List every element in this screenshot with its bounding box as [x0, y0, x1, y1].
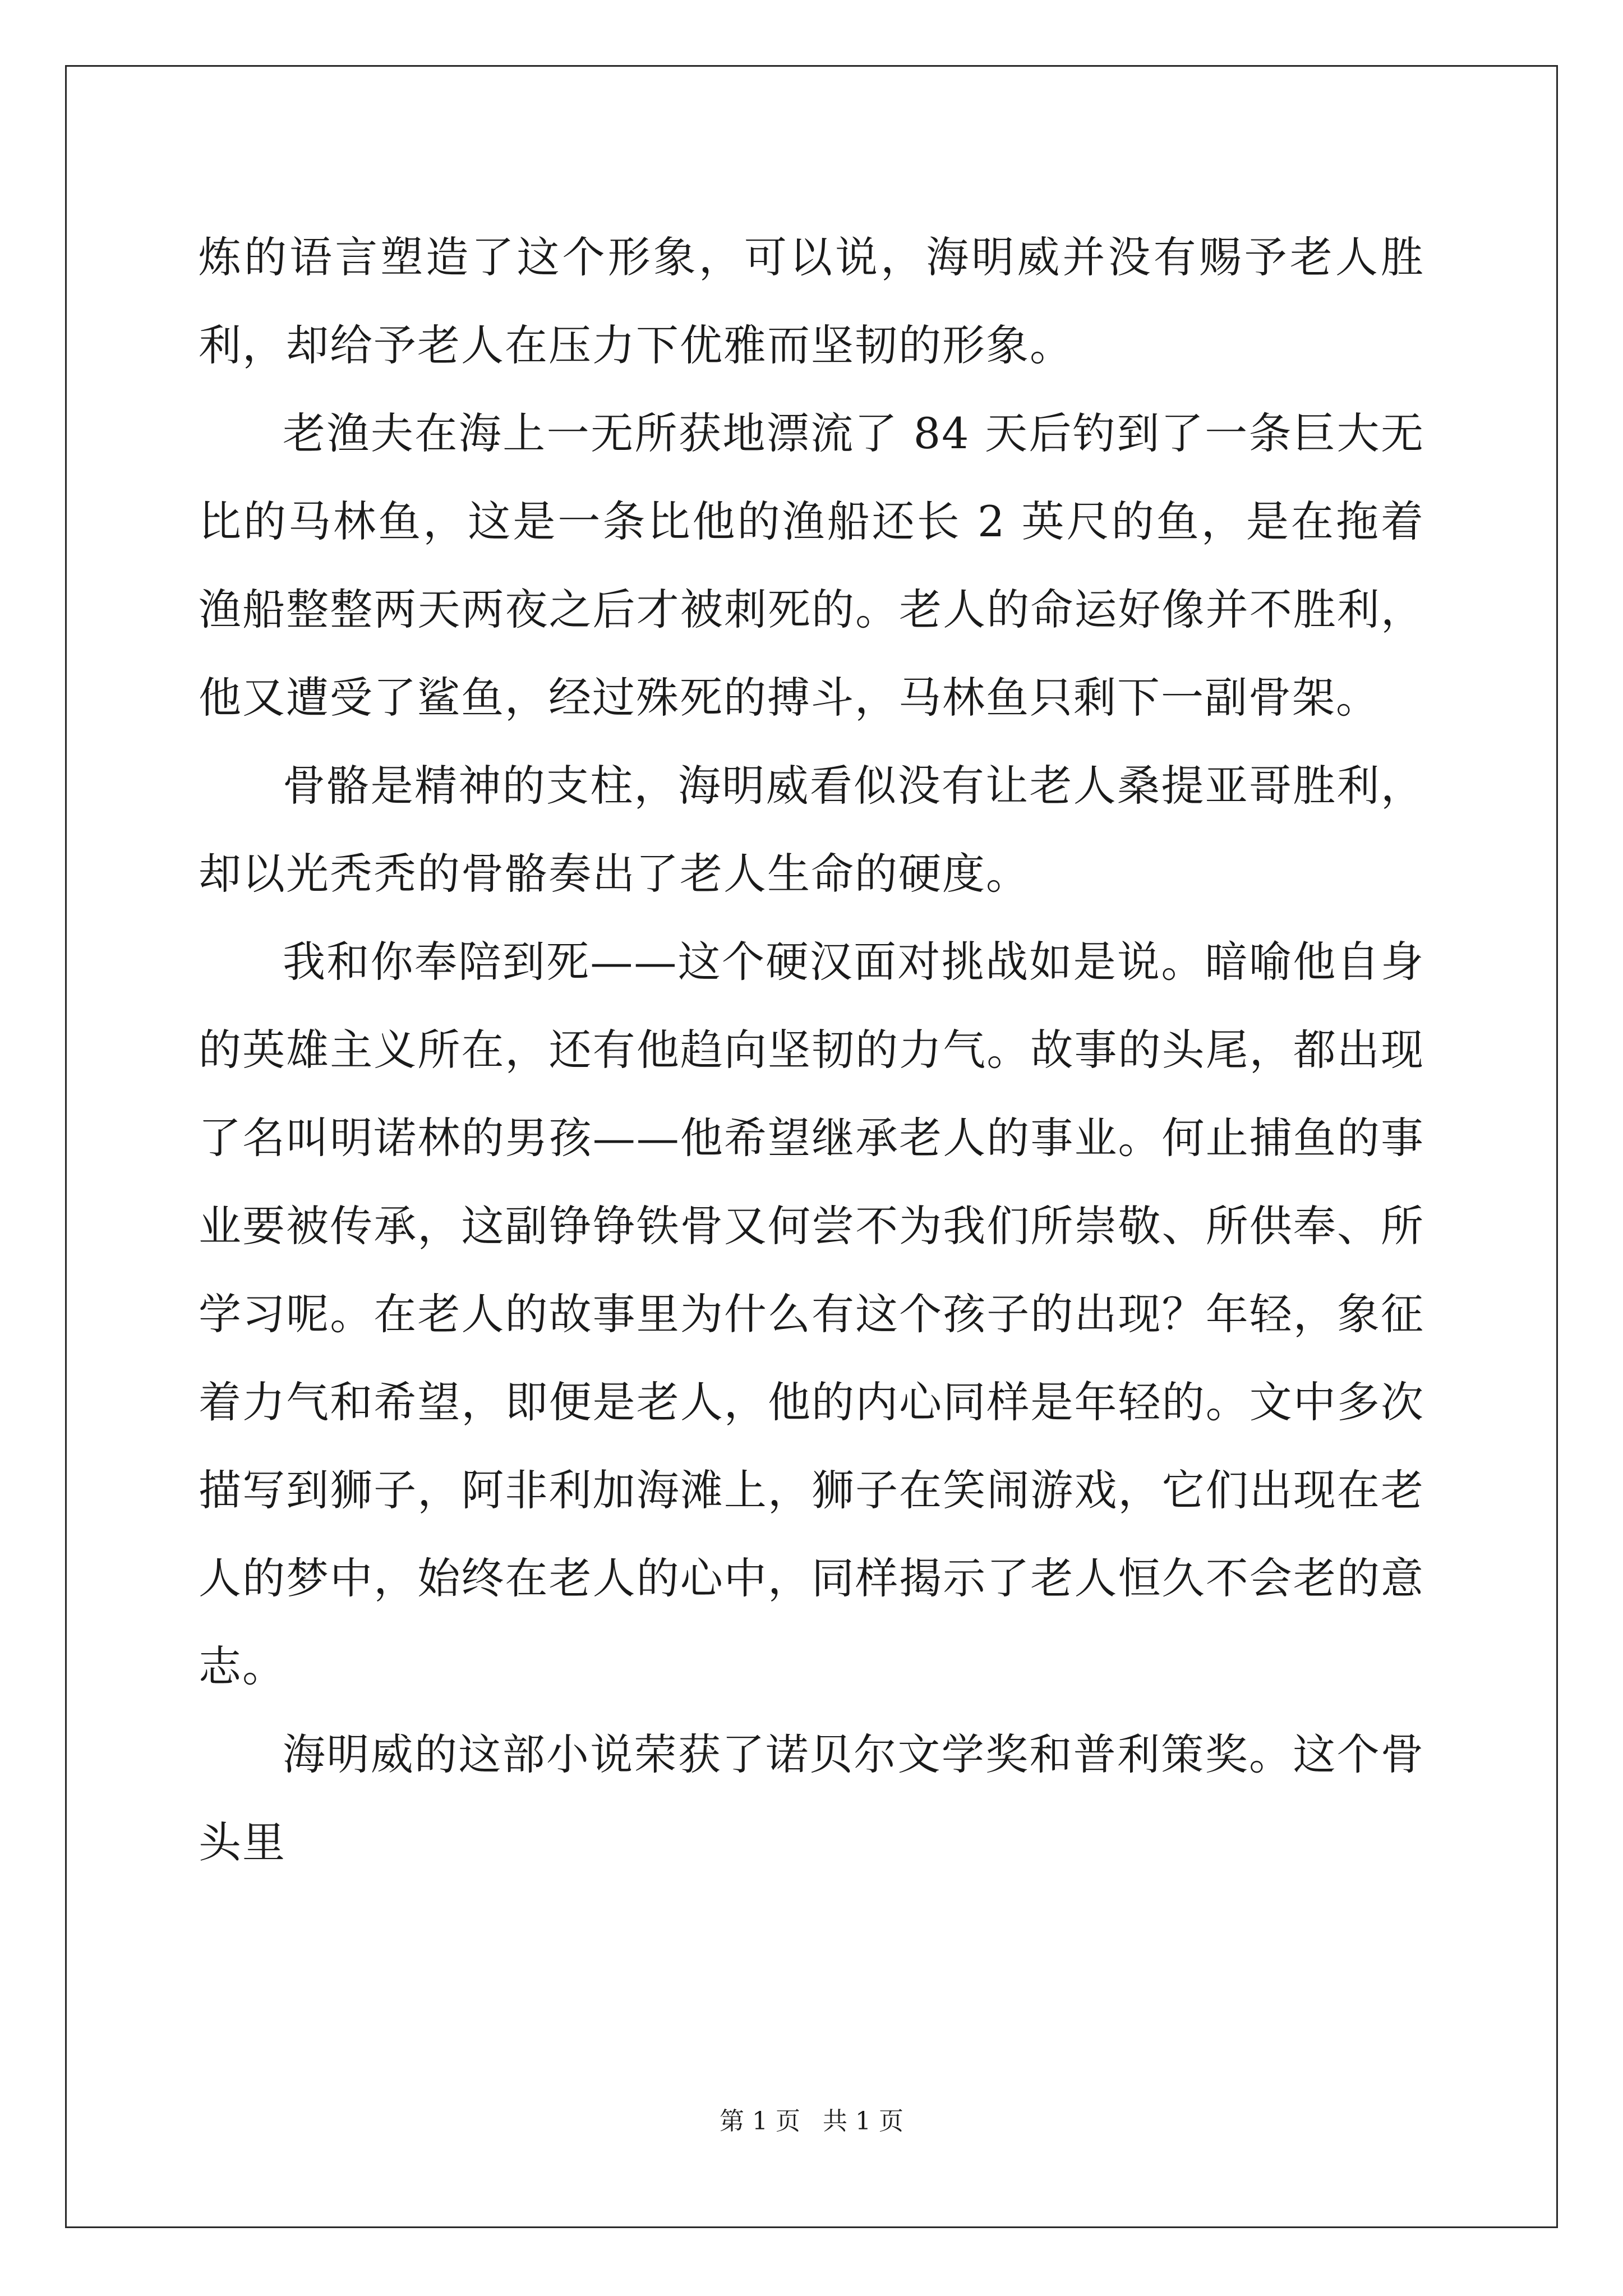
page-number: 第 1 页 — [720, 2107, 800, 2136]
paragraph-2: 老渔夫在海上一无所获地漂流了 84 天后钓到了一条巨大无比的马林鱼，这是一条比他的渔船还长 2 英尺的鱼，是在拖着渔船整整两天两夜之后才被刺死的。老人的命运好像并不胜利，他又遭受了鲨鱼，经过殊死的搏斗，马林鱼只剩下一副骨架。 — [199, 408, 1424, 723]
page-total: 共 1 页 — [823, 2107, 903, 2136]
document-body — [199, 213, 1424, 1887]
paragraph-3: 骨骼是精神的支柱，海明威看似没有让老人桑提亚哥胜利，却以光秃秃的骨骼奏出了老人生命的硬度。 — [199, 761, 1424, 899]
paragraph-5: 海明威的这部小说荣获了诺贝尔文学奖和普利策奖。这个骨头里 — [199, 1729, 1424, 1867]
page-footer — [0, 2105, 1623, 2138]
paragraph-4: 我和你奉陪到死——这个硬汉面对挑战如是说。暗喻他自身的英雄主义所在，还有他趋向坚韧的力气。故事的头尾，都出现了名叫明诺林的男孩——他希望继承老人的事业。何止捕鱼的事业要被传承，这副铮铮铁骨又何尝不为我们所崇敬、所供奉、所学习呢。在老人的故事里为什么有这个孩子的出现？年轻，象征着力气和希望，即便是老人，他的内心同样是年轻的。文中多次描写到狮子，阿非利加海滩上，狮子在笑闹游戏，它们出现在老人的梦中，始终在老人的心中，同样揭示了老人恒久不会老的意志。 — [199, 937, 1424, 1691]
paragraph-1: 炼的语言塑造了这个形象，可以说，海明威并没有赐予老人胜利，却给予老人在压力下优雅而坚韧的形象。 — [199, 232, 1424, 370]
